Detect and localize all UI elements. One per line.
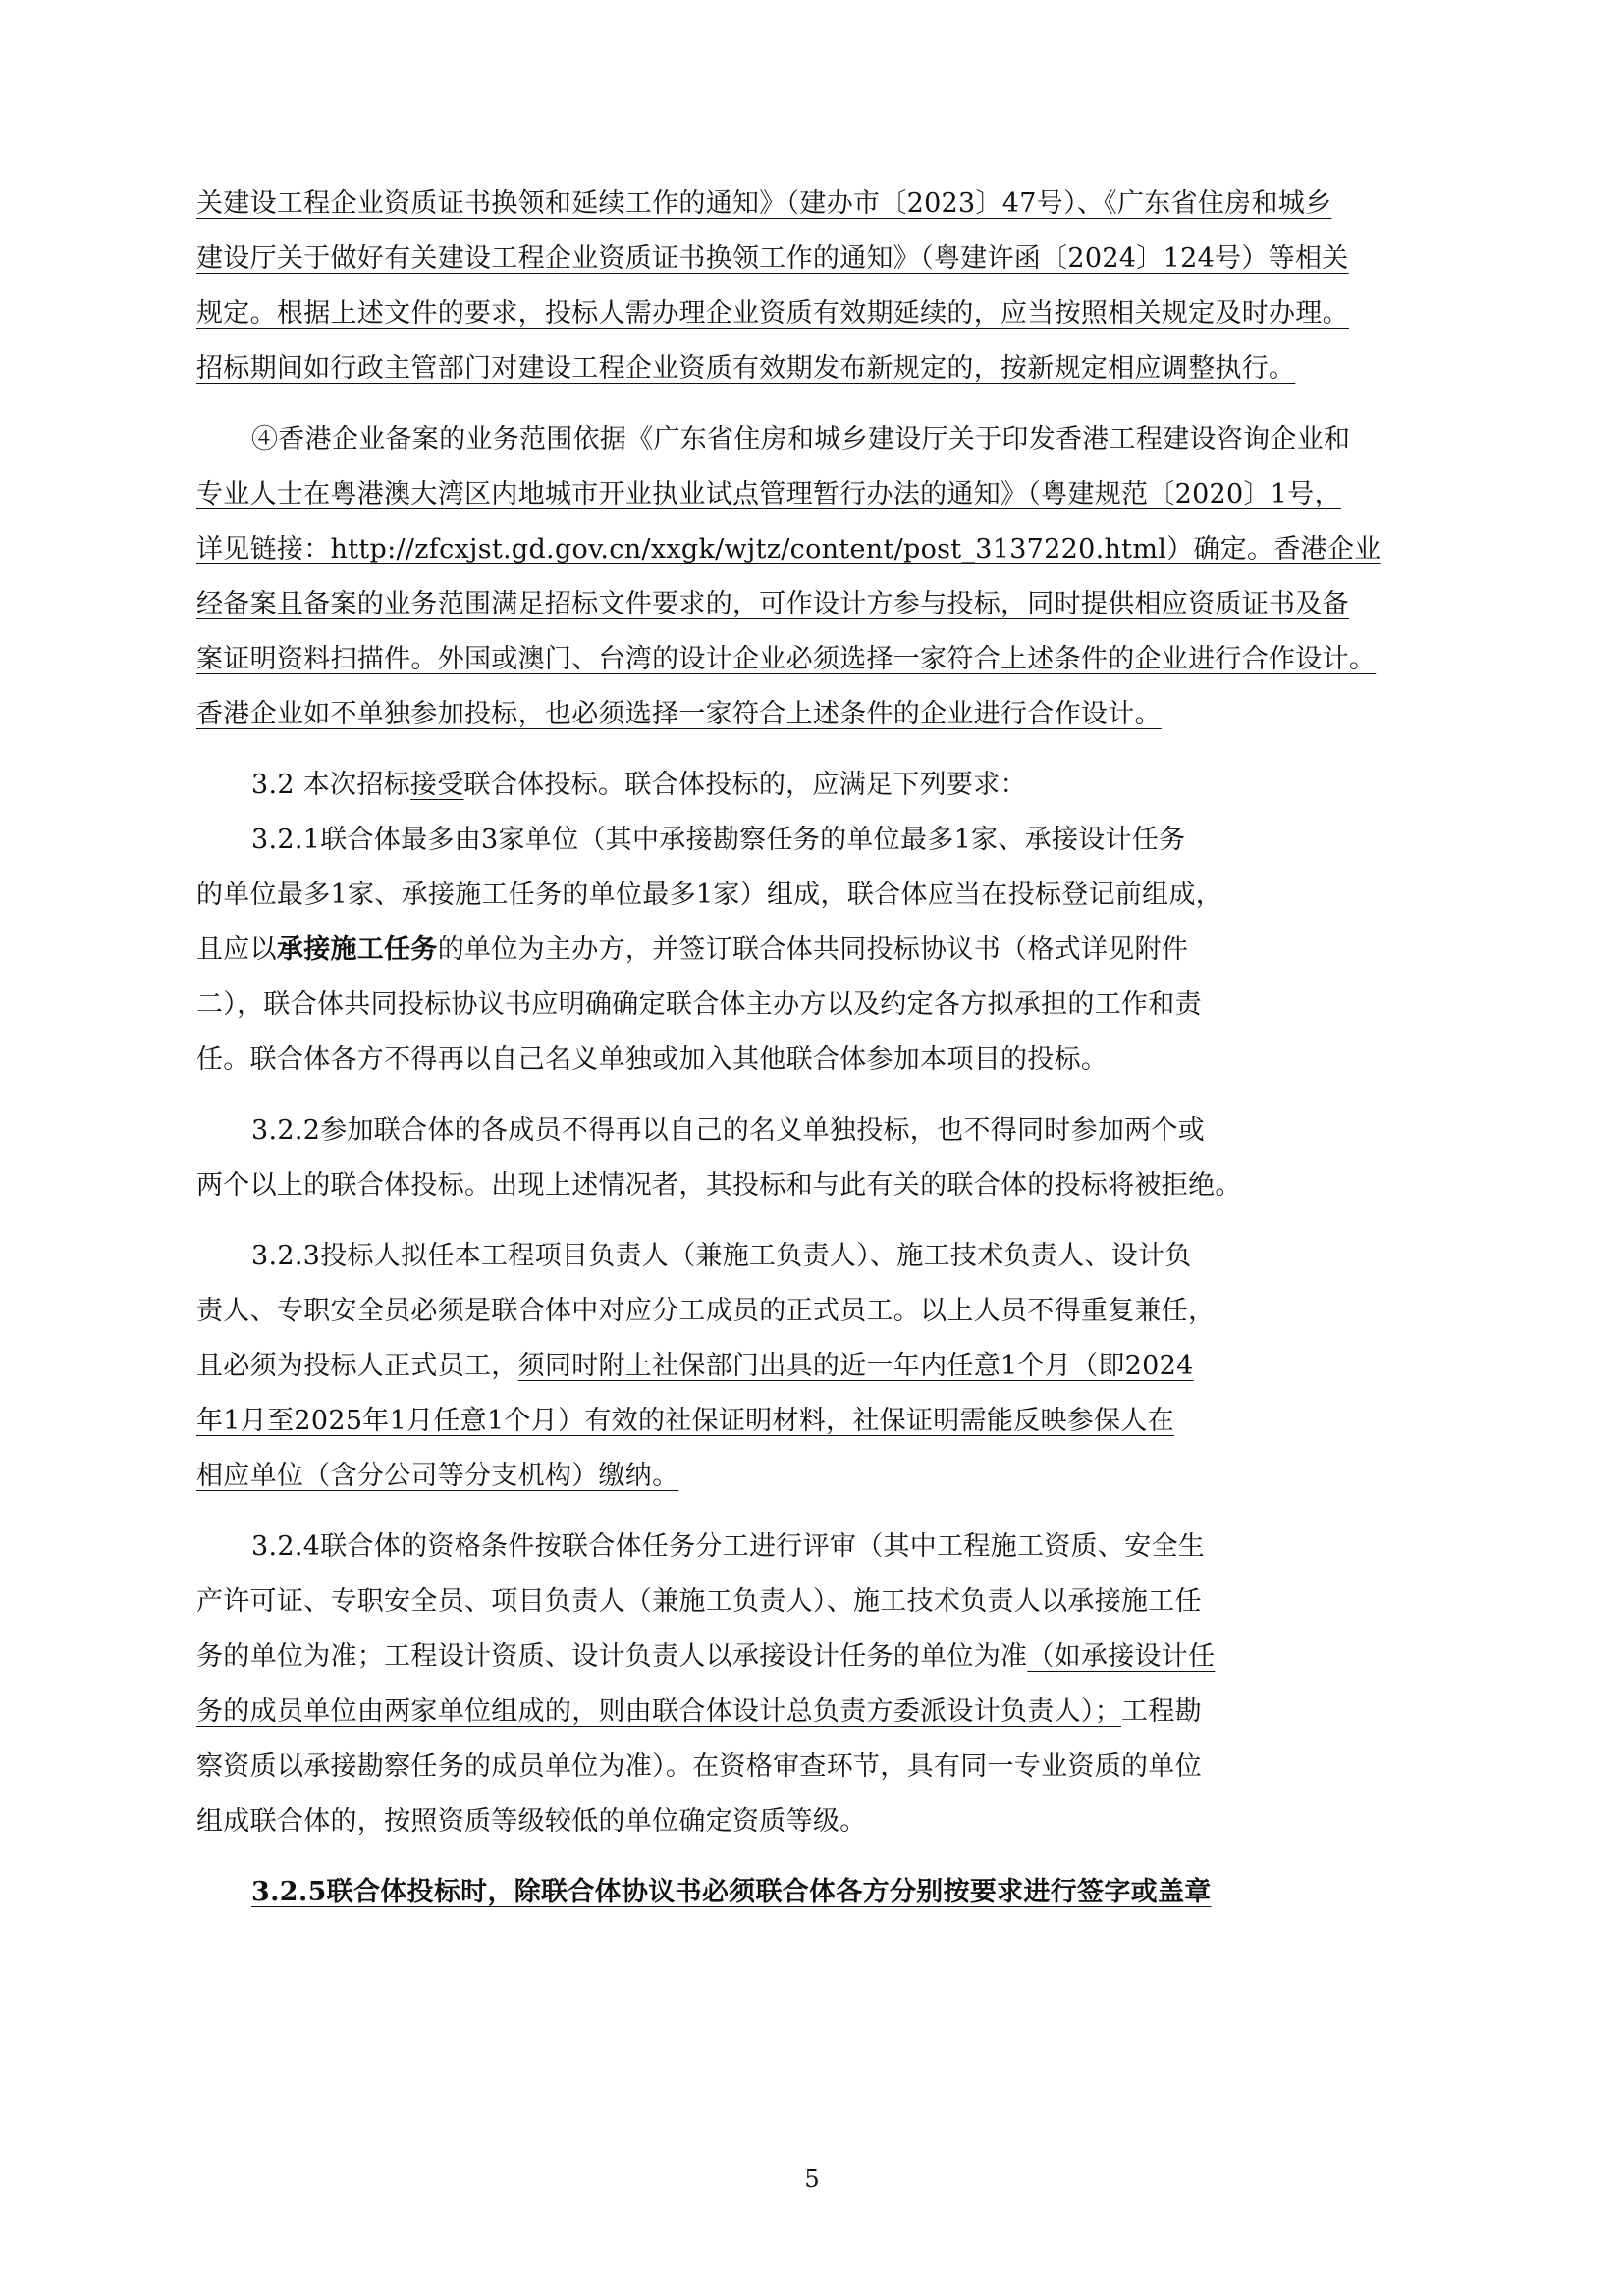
paragraph-3-2-2: [196, 1103, 1441, 1213]
text-line: 招标期间如行政主管部门对建设工程企业资质有效期发布新规定的，按新规定相应调整执行。: [196, 353, 1296, 384]
text-line: 详见链接：http://zfcxjst.gd.gov.cn/xxgk/wjtz/content/post_3137220.html）确定。香港企业: [196, 534, 1381, 564]
text-segment: 务的单位为准；工程设计资质、设计负责人以承接设计任务的单位为准: [196, 1641, 1028, 1672]
paragraph-hong-kong-enterprises: [196, 412, 1441, 742]
text-line: 经备案且备案的业务范围满足招标文件要求的，可作设计方参与投标，同时提供相应资质证书及备: [196, 589, 1349, 619]
bold-lead-party: 承接施工任务: [276, 934, 438, 965]
page-number: 5: [804, 2165, 820, 2193]
text-line: 3.2.2参加联合体的各成员不得再以自己的名义单独投标，也不得同时参加两个或: [251, 1115, 1206, 1146]
text-line: 建设厅关于做好有关建设工程企业资质证书换领工作的通知》（粤建许函〔2024〕124号）等相关: [196, 243, 1349, 274]
text-line: 组成联合体的，按照资质等级较低的单位确定资质等级。: [196, 1806, 867, 1837]
paragraph-3-2-1: [196, 813, 1441, 1088]
underlined-segment: 须同时附上社保部门出具的近一年内任意1个月（即2024: [517, 1351, 1194, 1381]
text-segment: 工程勘: [1121, 1696, 1202, 1727]
paragraph-qualification-renewal: [196, 177, 1441, 397]
text-line: 3.2.3投标人拟任本工程项目负责人（兼施工负责人）、施工技术负责人、设计负: [251, 1241, 1192, 1271]
document-body: [196, 177, 1441, 1920]
text-line: [196, 758, 1441, 813]
underlined-segment: 务的成员单位由两家单位组成的，则由联合体设计总负责方委派设计负责人）；: [196, 1696, 1121, 1727]
text-line: 规定。根据上述文件的要求，投标人需办理企业资质有效期延续的，应当按照相关规定及时办理。: [196, 298, 1349, 329]
text-line: 关建设工程企业资质证书换领和延续工作的通知》（建办市〔2023〕47号）、《广东省住房和城乡: [196, 188, 1332, 219]
text-line: 案证明资料扫描件。外国或澳门、台湾的设计企业必须选择一家符合上述条件的企业进行合作设计。: [196, 644, 1377, 674]
text-line: 责人、专职安全员必须是联合体中对应分工成员的正式员工。以上人员不得重复兼任，: [196, 1296, 1216, 1326]
paragraph-3-2-4: [196, 1520, 1441, 1849]
text-line: 3.2.1联合体最多由3家单位（其中承接勘察任务的单位最多1家、承接设计任务: [251, 825, 1186, 855]
text-line: 专业人士在粤港澳大湾区内地城市开业执业试点管理暂行办法的通知》（粤建规范〔2020〕1号，: [196, 479, 1341, 509]
text-line: 二），联合体共同投标协议书应明确确定联合体主办方以及约定各方拟承担的工作和责: [196, 989, 1202, 1020]
consortium-accept-value: 接受: [409, 770, 464, 800]
clause-3-2-suffix: 联合体投标。联合体投标的，应满足下列要求：: [463, 770, 1027, 800]
text-line: 的单位最多1家、承接施工任务的单位最多1家）组成，联合体应当在投标登记前组成，: [196, 880, 1223, 910]
text-line: 3.2.5联合体投标时，除联合体协议书必须联合体各方分别按要求进行签字或盖章: [251, 1877, 1212, 1907]
text-line: 年1月至2025年1月任意1个月）有效的社保证明材料，社保证明需能反映参保人在: [196, 1406, 1174, 1436]
text-line: 3.2.4联合体的资格条件按联合体任务分工进行评审（其中工程施工资质、安全生: [251, 1531, 1206, 1562]
paragraph-3-2-5: [196, 1865, 1441, 1920]
text-line: 任。联合体各方不得再以自己名义单独或加入其他联合体参加本项目的投标。: [196, 1044, 1109, 1075]
underlined-segment: （如承接设计任: [1027, 1641, 1216, 1672]
text-segment: 且必须为投标人正式员工，: [196, 1351, 518, 1381]
text-segment: 且应以: [196, 934, 277, 965]
text-line: 两个以上的联合体投标。出现上述情况者，其投标和与此有关的联合体的投标将被拒绝。: [196, 1170, 1242, 1201]
text-line: [196, 1339, 1441, 1394]
text-line: [196, 923, 1441, 978]
text-line: 香港企业如不单独参加投标，也必须选择一家符合上述条件的企业进行合作设计。: [196, 699, 1162, 729]
text-line: [196, 1629, 1441, 1684]
paragraph-3-2-3: [196, 1229, 1441, 1504]
text-segment: 的单位为主办方，并签订联合体共同投标协议书（格式详见附件: [437, 934, 1189, 965]
text-line: 产许可证、专职安全员、项目负责人（兼施工负责人）、施工技术负责人以承接施工任: [196, 1586, 1202, 1617]
text-line: 察资质以承接勘察任务的成员单位为准）。在资格审查环节，具有同一专业资质的单位: [196, 1751, 1202, 1782]
text-line: [196, 1684, 1441, 1739]
paragraph-3-2-consortium: [196, 758, 1441, 813]
text-line: ④香港企业备案的业务范围依据《广东省住房和城乡建设厅关于印发香港工程建设咨询企业和: [251, 424, 1351, 454]
clause-3-2-prefix: 3.2 本次招标: [251, 770, 410, 800]
text-line: 相应单位（含分公司等分支机构）缴纳。: [196, 1461, 679, 1491]
